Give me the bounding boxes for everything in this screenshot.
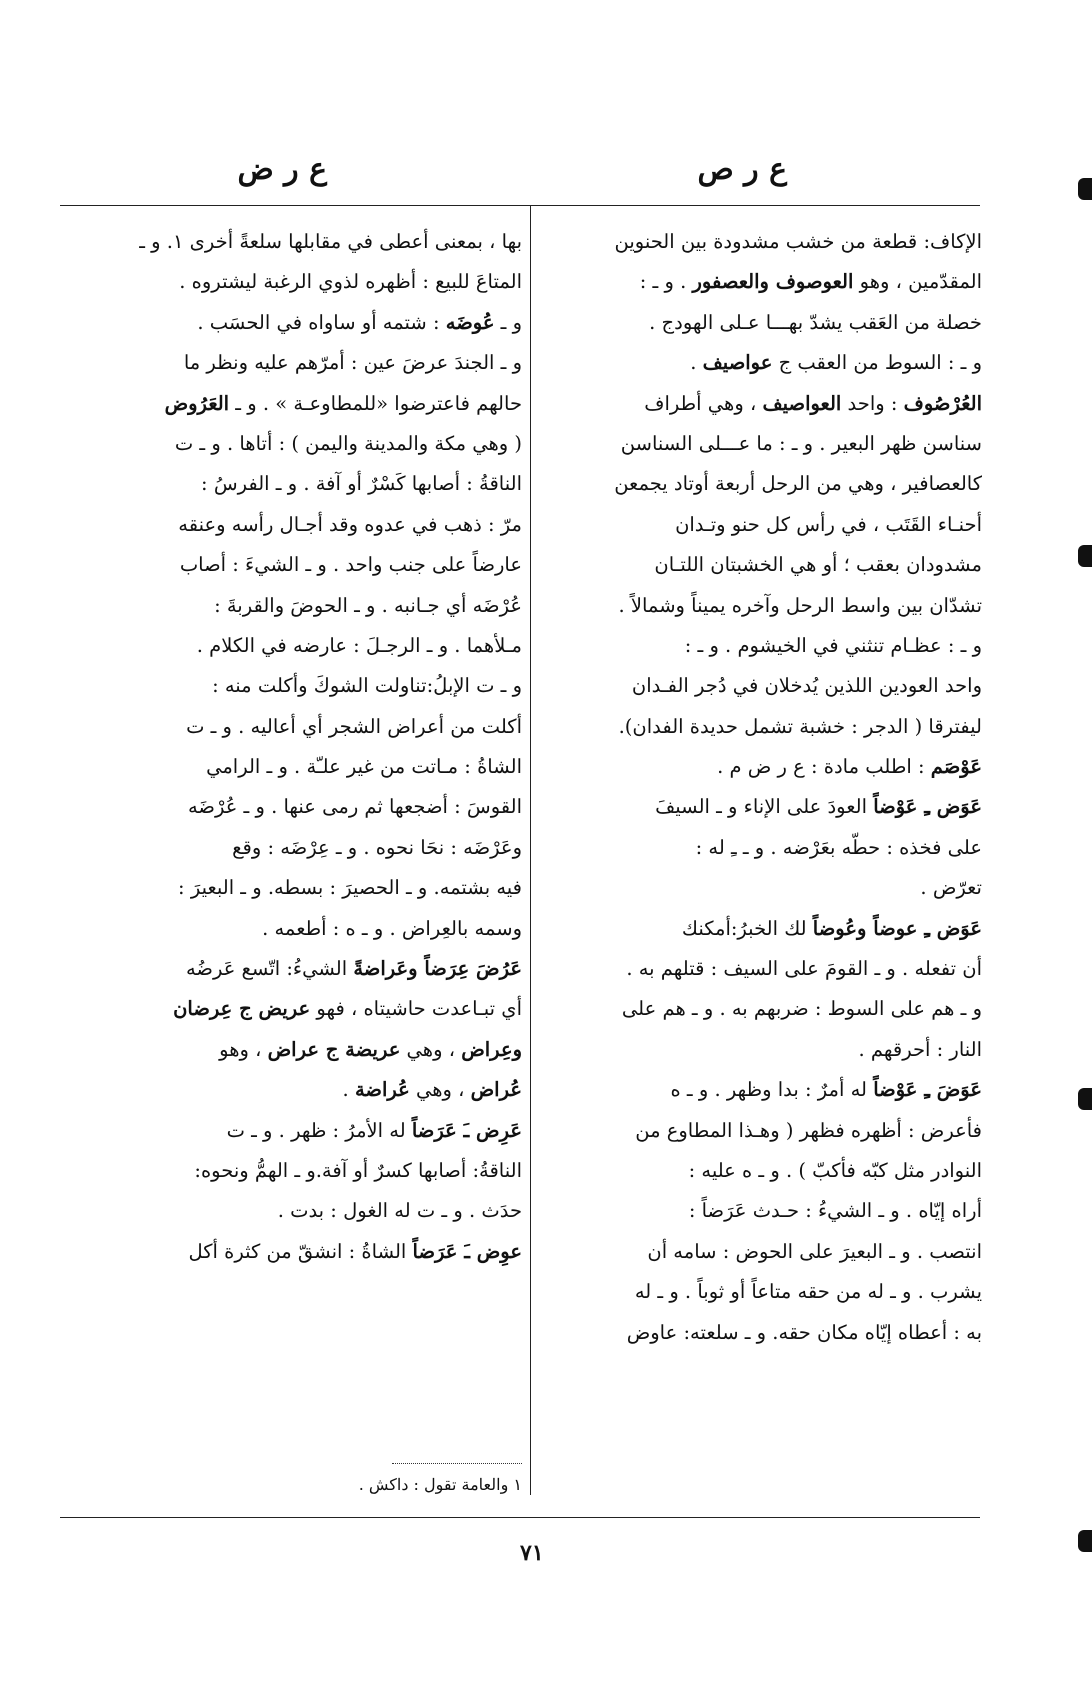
bottom-rule xyxy=(60,1517,980,1518)
text-line xyxy=(547,1272,982,1312)
headword: عوِض ـَ عَرَضاً xyxy=(412,1239,522,1263)
text-line xyxy=(67,303,522,343)
definition-text: : اطلب مادة : ع ر ض م . xyxy=(717,755,931,779)
text-line xyxy=(547,828,982,868)
definition-text: المقدّمين ، وهو xyxy=(853,270,982,294)
text-line xyxy=(67,1232,522,1272)
text-line xyxy=(547,1111,982,1151)
text-line xyxy=(67,1191,522,1231)
definition-text: و ـ : السوط من العقب ج xyxy=(772,351,982,375)
definition-text: عُرْضَه أي جـانبه . و ـ الحوضَ والقربةَ : xyxy=(214,593,522,617)
right-column-header: ع ر ص xyxy=(697,152,787,187)
text-line xyxy=(547,545,982,585)
page-number: ٧١ xyxy=(520,1540,544,1566)
text-line xyxy=(67,505,522,545)
text-line xyxy=(547,384,982,424)
definition-text: الشاةُ : مـاتت من غير علـّة . و ـ الرامي xyxy=(206,755,522,779)
headword: عواصيف xyxy=(702,351,773,375)
definition-text: عارضاً على جنب واحد . و ـ الشيءَ : أصاب xyxy=(179,553,522,577)
definition-text: القوسَ : أضجعها ثم رمى عنها . و ـ عُرْضَه xyxy=(187,795,522,819)
definition-text: الناقةُ : أصابها كَسْرٌ أو آفة . و ـ الفرسُ : xyxy=(201,472,522,496)
definition-text: أن تفعله . و ـ القومَ على السيف : قتلهم به . xyxy=(626,957,982,981)
text-line xyxy=(67,707,522,747)
text-line xyxy=(547,626,982,666)
right-column xyxy=(547,222,982,1353)
definition-text: و ـ الجندَ عرضَ عين : أمرّهم عليه ونظر ما xyxy=(183,351,522,375)
text-line xyxy=(67,989,522,1029)
text-line xyxy=(67,424,522,464)
text-line xyxy=(547,424,982,464)
definition-text: ليفترقا ( الدجر : خشبة تشمل حديدة الفدان). xyxy=(618,714,982,738)
definition-text: و ـ xyxy=(494,310,522,334)
definition-text: أي تبـاعدت حاشيتاه ، فهو xyxy=(310,997,522,1021)
footnote: ١ والعامة تقول : داكش . xyxy=(358,1475,522,1494)
text-line xyxy=(547,1151,982,1191)
definition-text: تعرّض . xyxy=(920,876,982,900)
text-line xyxy=(547,505,982,545)
text-line xyxy=(547,747,982,787)
text-line xyxy=(67,949,522,989)
text-line xyxy=(547,222,982,262)
definition-text: ، وهي xyxy=(409,1078,471,1102)
definition-text: وسمه بالعِراض . و ـ ه : أطعمه . xyxy=(262,916,522,940)
definition-text: مـلأهما . و ـ الرجـلَ : عارضه في الكلام . xyxy=(196,633,522,657)
text-line xyxy=(547,1070,982,1110)
definition-text: مشدودان بعقب ؛ أو هي الخشبتان اللتـان xyxy=(654,553,982,577)
text-line xyxy=(547,666,982,706)
headword: عَرُضَ عِرَضاً وعَراضةً xyxy=(353,957,522,981)
definition-text: حالهم فاعترضوا «للمطاوعـة » . و ـ xyxy=(229,391,522,415)
definition-text: و ـ ت الإبلُ:تناولت الشوكَ وأكلت منه : xyxy=(212,674,522,698)
headword: عَوْصَم xyxy=(930,755,982,779)
definition-text: مرّ : ذهب في عدوه وقد أجـال رأسه وعنقه xyxy=(178,512,522,536)
text-line xyxy=(67,626,522,666)
definition-text: النوادر مثل كبّه فأكبّ ) . و ـ ه عليه : xyxy=(688,1158,982,1182)
definition-text: سناسن ظهر البعير . و ـ : ما عـــلى السناسن xyxy=(620,431,982,455)
definition-text: الشيءُ: اتّسع عَرضُه xyxy=(185,957,354,981)
text-line xyxy=(67,1111,522,1151)
text-line xyxy=(547,343,982,383)
definition-text: الإكاف: قطعة من خشب مشدودة بين الحنوين xyxy=(614,230,982,253)
text-line xyxy=(547,989,982,1029)
headword: العُرْصُوف xyxy=(903,391,982,415)
text-line xyxy=(547,464,982,504)
text-line xyxy=(547,787,982,827)
definition-text: حدَث . و ـ ت له الغول : بدت . xyxy=(277,1199,522,1223)
text-line xyxy=(67,666,522,706)
definition-text: له أمرٌ : بدا وظهر . و ـ ه xyxy=(670,1078,874,1102)
text-line xyxy=(67,222,522,262)
definition-text: ، وهو xyxy=(219,1037,268,1061)
headword: عريض ج عِرضان xyxy=(173,997,311,1021)
definition-text: على فخذه : حطّه بعَرْضه . و ـ ـِ له : xyxy=(695,835,982,859)
definition-text: و ـ هم على السوط : ضربهم به . و ـ هم على xyxy=(621,997,982,1021)
scan-edge-mark xyxy=(1078,545,1092,567)
definition-text: انتصب . و ـ البعيرَ على الحوض : سامه أن xyxy=(647,1239,982,1263)
text-line xyxy=(67,1070,522,1110)
definition-text: له الأمرُ : ظهر . و ـ ت xyxy=(226,1118,412,1142)
text-line xyxy=(67,1151,522,1191)
text-line xyxy=(547,586,982,626)
definition-text: الناقةُ: أصابها كسرٌ أو آفة.و ـ الهمُّ ونحوه: xyxy=(194,1158,522,1182)
definition-text: كالعصافير ، وهي من الرحل أربعة أوتاد يجمعن xyxy=(614,472,982,496)
headword: عَرِض ـَ عَرَضاً xyxy=(411,1118,522,1142)
definition-text: : شتمه أو ساواه في الحسَب . xyxy=(197,310,446,334)
definition-text: تشدّان بين واسط الرحل وآخره يميناً وشمالاً . xyxy=(618,593,982,617)
headword: وعِراض xyxy=(461,1037,522,1061)
headword: عَوَض ـِ عوضاً وعُوضاً xyxy=(812,916,982,940)
text-line xyxy=(67,262,522,302)
text-line xyxy=(547,262,982,302)
text-line xyxy=(67,828,522,868)
definition-text: و ـ : عظـام تنثني في الخيشوم . و ـ : xyxy=(684,633,982,657)
headword: العواصيف xyxy=(762,391,842,415)
scan-edge-mark xyxy=(1078,1530,1092,1552)
top-rule xyxy=(60,205,980,206)
definition-text: العودَ على الإناء و ـ السيفَ xyxy=(655,795,874,819)
definition-text: به : أعطاه إيّاه مكان حقه. و ـ سلعته: عاوض xyxy=(626,1320,982,1344)
definition-text: . xyxy=(342,1078,355,1102)
left-column xyxy=(67,222,522,1272)
definition-text: ، وهي أطراف xyxy=(644,391,763,415)
scan-edge-mark xyxy=(1078,178,1092,200)
definition-text: أكلت من أعراض الشجر أي أعاليه . و ـ ت xyxy=(186,714,522,738)
text-line xyxy=(67,747,522,787)
headword: عُراض xyxy=(470,1078,522,1102)
definition-text: وعَرْضَه : نحَا نحوه . و ـ عِرْضَه : وقع xyxy=(232,835,522,859)
text-line xyxy=(547,1191,982,1231)
text-line xyxy=(67,909,522,949)
scan-edge-mark xyxy=(1078,1088,1092,1110)
definition-text: خصلة من العَقب يشدّ بهـــا عـلى الهودج . xyxy=(649,310,982,334)
headword: العوصوف والعصفور xyxy=(692,270,854,294)
text-line xyxy=(547,868,982,908)
headword: عُوضَه xyxy=(445,310,495,334)
headword: عريضة ج عراض xyxy=(267,1037,401,1061)
definition-text: ( وهي مكة والمدينة واليمن ) : أتاها . و ـ ت xyxy=(174,431,522,455)
text-line xyxy=(67,787,522,827)
definition-text: الشاةُ : انشقّ من كثرة أكل xyxy=(188,1239,413,1263)
definition-text: يشرب . و ـ له من حقه متاعاً أو ثوباً . و ـ له xyxy=(634,1280,982,1304)
footnote-rule xyxy=(392,1463,522,1464)
definition-text: ، وهي xyxy=(400,1037,462,1061)
headword: عَوَضَ ـِ عَوْضاً xyxy=(873,1078,982,1102)
text-line xyxy=(547,1232,982,1272)
text-line xyxy=(67,586,522,626)
definition-text: النار : أحرقهم . xyxy=(858,1037,982,1061)
headword: عُراضة xyxy=(354,1078,410,1102)
headword: العَرُوض xyxy=(164,391,230,415)
text-line xyxy=(547,1313,982,1353)
definition-text: : واحد xyxy=(841,391,904,415)
left-column-header: ع ر ض xyxy=(237,152,327,187)
headword: عَوَض ـِ عَوْضاً xyxy=(873,795,982,819)
text-line xyxy=(547,707,982,747)
text-line xyxy=(547,303,982,343)
text-line xyxy=(547,909,982,949)
definition-text: أراه إيّاه . و ـ الشيءُ : حـدث عَرَضاً : xyxy=(688,1199,982,1223)
column-separator xyxy=(530,205,531,1495)
text-line xyxy=(67,868,522,908)
definition-text: المتاعَ للبيع : أظهره لذوي الرغبة ليشتروه . xyxy=(179,270,522,294)
text-line xyxy=(67,464,522,504)
definition-text: فيه بشتمه. و ـ الحصيرَ : بسطه. و ـ البعيرَ : xyxy=(178,876,522,900)
definition-text: . و ـ : xyxy=(639,270,693,294)
text-line xyxy=(547,1030,982,1070)
definition-text: لك الخبرُ:أمكنك xyxy=(681,916,813,940)
definition-text: واحد العودين اللذين يُدخلان في دُجر الفـدان xyxy=(631,674,982,698)
definition-text: . xyxy=(690,351,703,375)
definition-text: أحنـاء القَتَب ، في رأس كل حنو وتـدان xyxy=(675,512,982,536)
definition-text: بها ، بمعنى أعطى في مقابلها سلعةً أخرى ١. و ـ xyxy=(139,230,522,253)
definition-text: فأعرض : أظهره فظهر ( وهـذا المطاوع من xyxy=(635,1118,982,1142)
text-line xyxy=(67,1030,522,1070)
text-line xyxy=(67,545,522,585)
text-line xyxy=(67,384,522,424)
text-line xyxy=(547,949,982,989)
text-line xyxy=(67,343,522,383)
